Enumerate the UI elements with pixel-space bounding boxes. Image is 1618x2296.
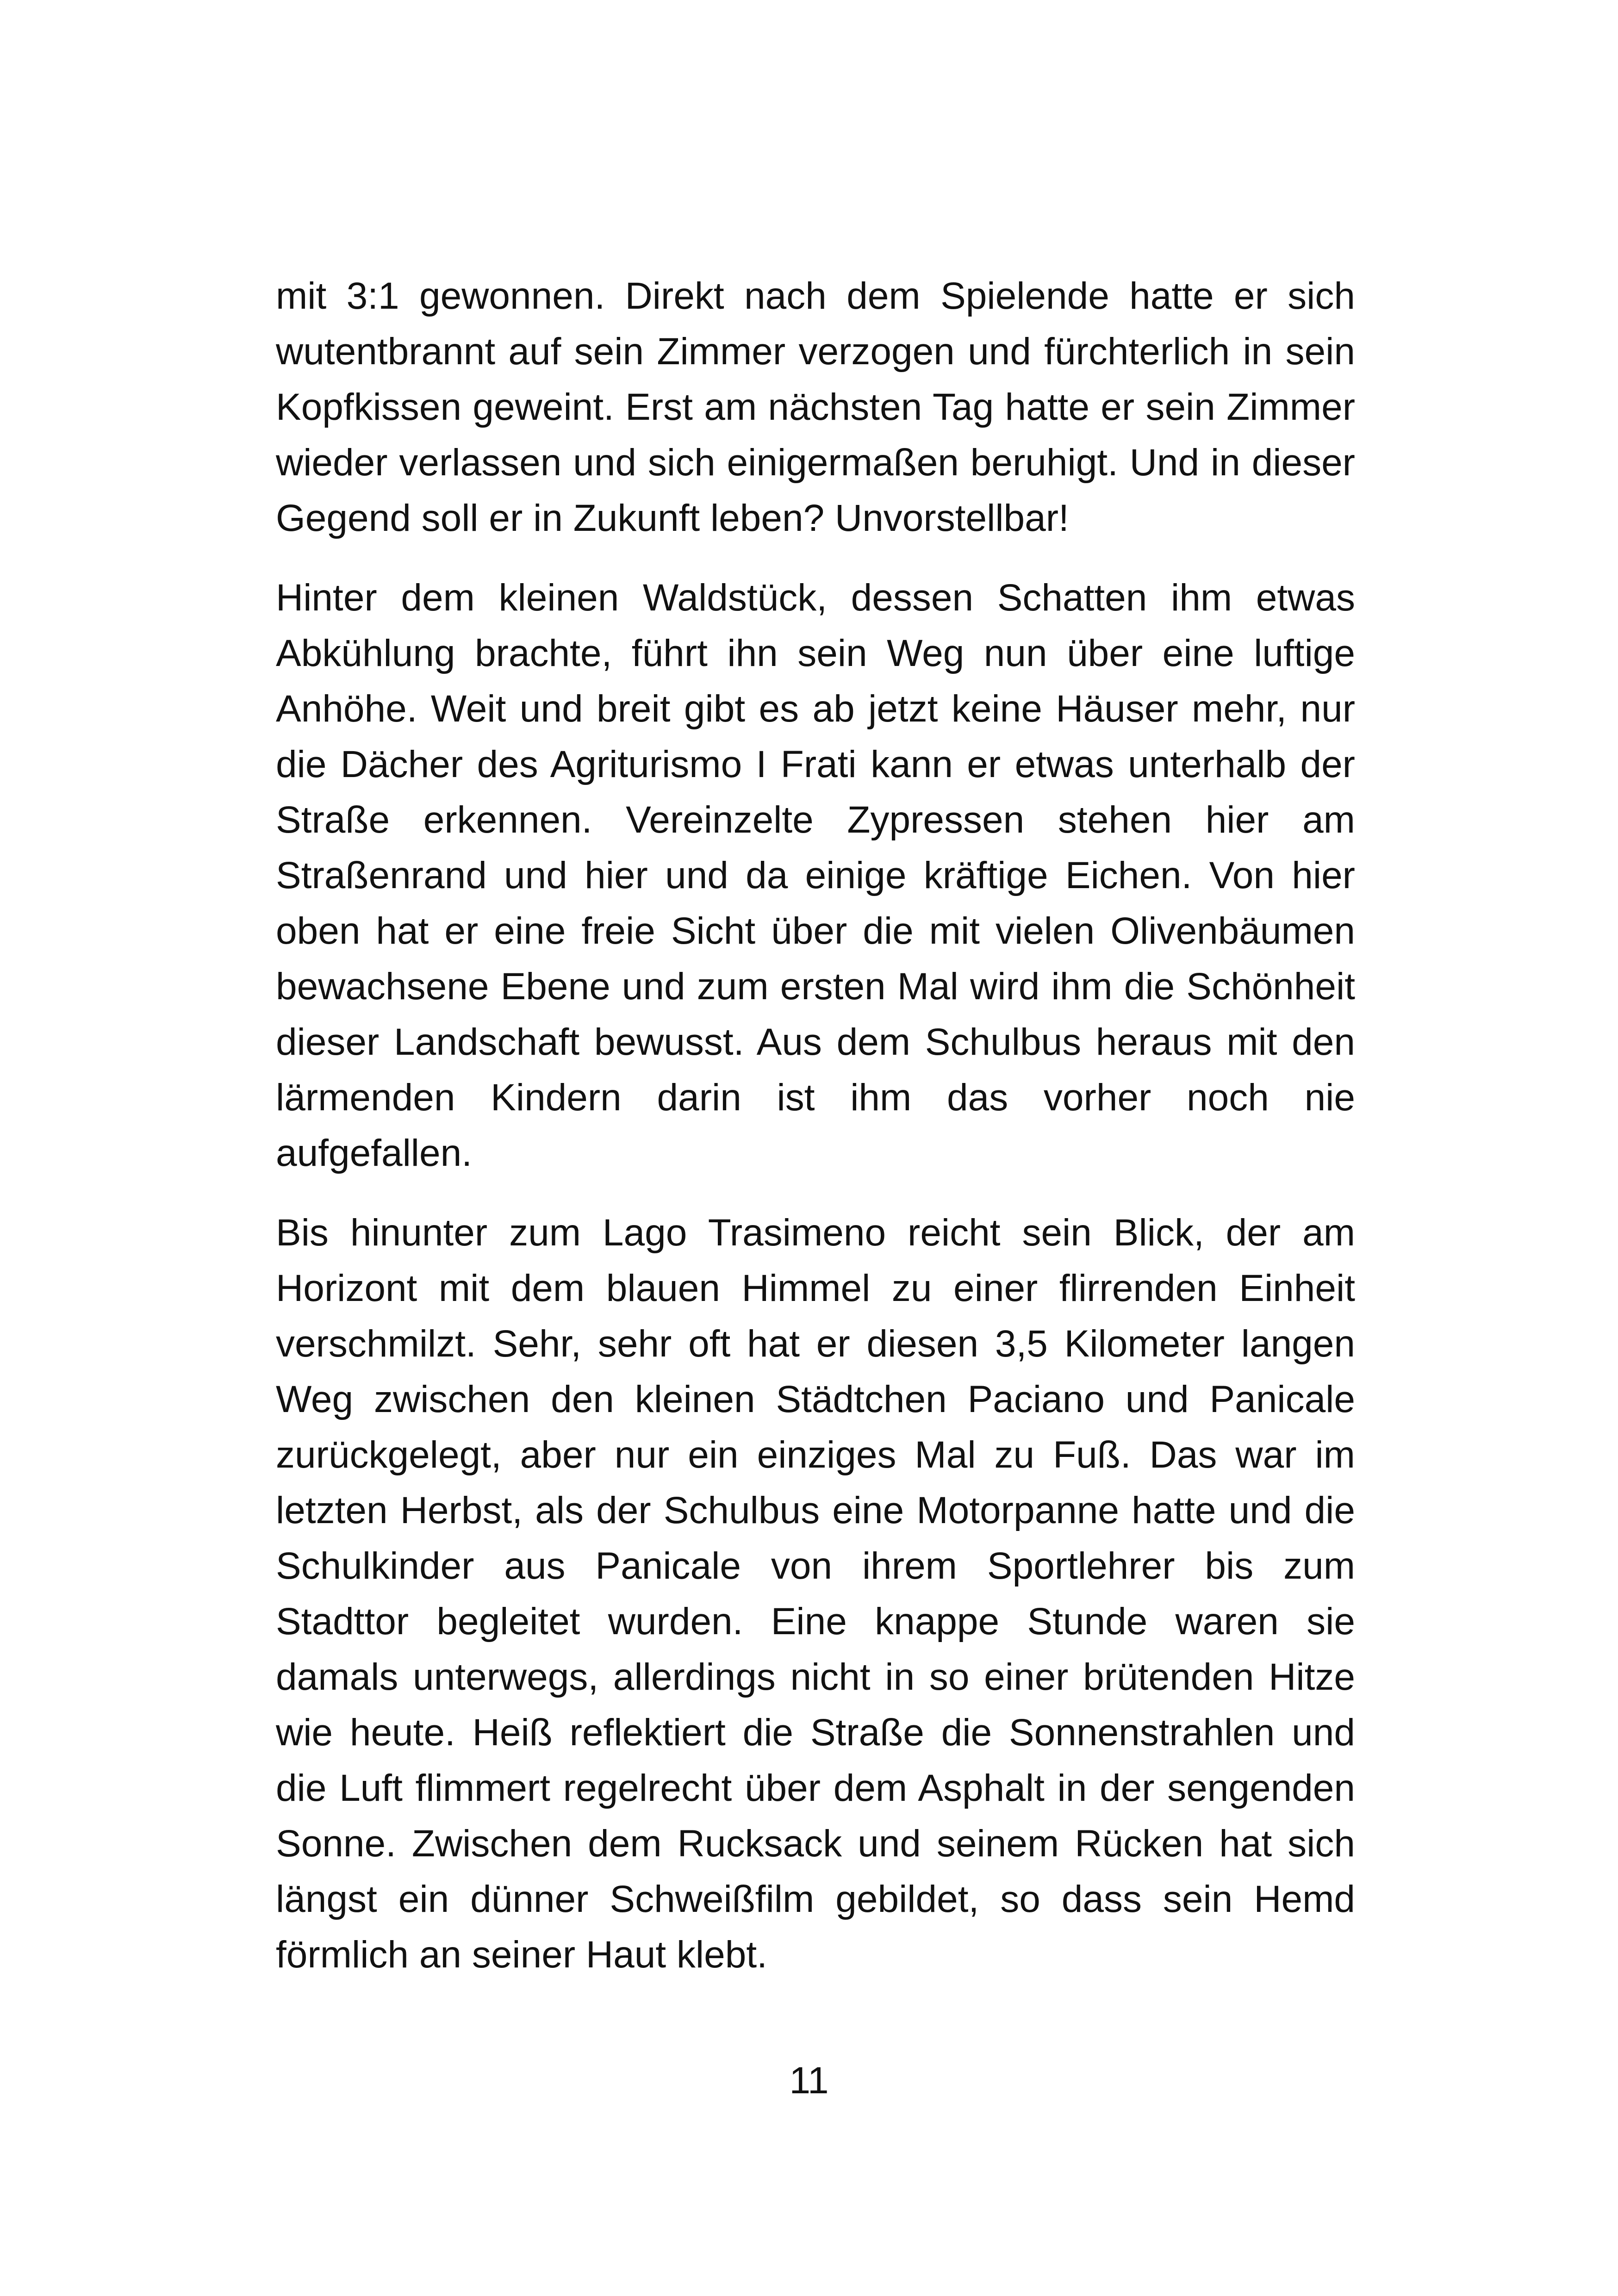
paragraph-2: Hinter dem kleinen Waldstück, dessen Schatten ihm etwas Abkühlung brachte, führt ihn sein Weg nun über eine luftige Anhöhe. Weit und breit gibt es ab jetzt keine Häuser mehr, nur die Dächer des Agriturismo I Frati kann er etwas unterhalb der Straße erkennen. Vereinzelte Zypressen stehen hier am Straßenrand und hier und da einige kräftige Eichen. Von hier oben hat er eine freie Sicht über die mit vielen Olivenbäumen bewachsene Ebene und zum ersten Mal wird ihm die Schönheit dieser Landschaft bewusst. Aus dem Schulbus heraus mit den lärmenden Kindern darin ist ihm das vorher noch nie aufgefallen. — [276, 577, 1355, 1174]
paragraph-1: mit 3:1 gewonnen. Direkt nach dem Spielende hatte er sich wutentbrannt auf sein Zimmer verzogen und fürchterlich in sein Kopfkissen geweint. Erst am nächsten Tag hatte er sein Zimmer wieder verlassen und sich einigermaßen beruhigt. Und in dieser Gegend soll er in Zukunft leben? Unvorstellbar! — [276, 275, 1355, 539]
body-text — [276, 268, 1355, 2007]
paragraph-3: Bis hinunter zum Lago Trasimeno reicht sein Blick, der am Horizont mit dem blauen Himmel zu einer flirrenden Einheit verschmilzt. Sehr, sehr oft hat er diesen 3,5 Kilometer langen Weg zwischen den kleinen Städtchen Paciano und Panicale zurückgelegt, aber nur ein einziges Mal zu Fuß. Das war im letzten Herbst, als der Schulbus eine Motorpanne hatte und die Schulkinder aus Panicale von ihrem Sportlehrer bis zum Stadttor begleitet wurden. Eine knappe Stunde waren sie damals unterwegs, allerdings nicht in so einer brütenden Hitze wie heute. Heiß reflektiert die Straße die Sonnenstrahlen und die Luft flimmert regelrecht über dem Asphalt in der sengenden Sonne. Zwischen dem Rucksack und seinem Rücken hat sich längst ein dünner Schweißfilm gebildet, so dass sein Hemd förmlich an seiner Haut klebt. — [276, 1212, 1355, 1976]
page-number: 11 — [789, 2060, 829, 2102]
